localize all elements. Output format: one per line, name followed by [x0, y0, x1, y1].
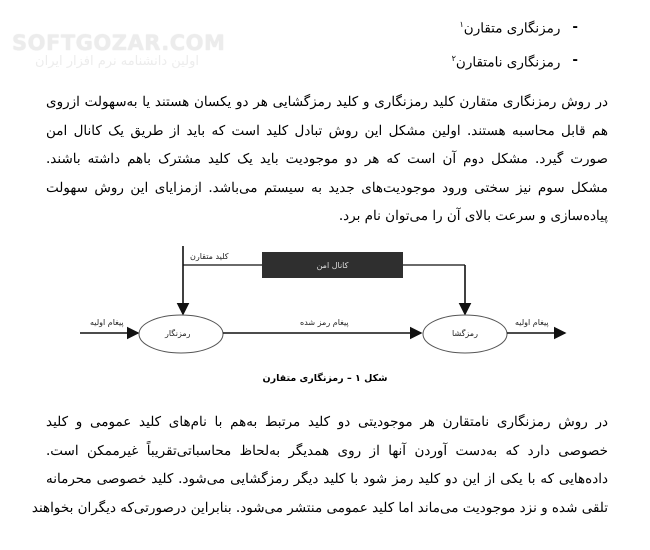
text-line: پیاده‌سازی و سرعت بالای آن را می‌توان نام برد. [338, 208, 608, 224]
plaintext-input-label: پیغام اولیه [90, 318, 124, 327]
decryptor-label: رمزگشا [452, 329, 478, 338]
text-line: در روش رمزنگاری متقارن کلید رمزنگاری و کلید رمزگشایی هر دو یکسان هستند یا به‌سهولت ازروی [46, 94, 608, 110]
bullet-dash: - [572, 18, 578, 35]
text-line: خصوصی دارد که به‌دست آوردن آنها از روی همدیگر به‌لحاظ محاسباتی‌تقریباً غیرممکن است. [46, 442, 608, 459]
text-line: در روش رمزنگاری نامتقارن هر موجودیتی دو کلید مرتبط به‌هم با نام‌های کلید عمومی و کلید [46, 414, 608, 430]
paragraph-asymmetric [31, 408, 608, 522]
text-line: تلقی شده و نزد موجودیت می‌ماند اما کلید عمومی منتشر می‌شود. بنابراین درصورتی‌که دیگران بخواهند [31, 499, 608, 516]
paragraph-symmetric [46, 88, 608, 231]
watermark-brand: SOFTGOZAR.COM [12, 31, 226, 55]
figure-caption: شکل ۱ – رمزنگاری متقارن [262, 373, 388, 384]
watermark-subtitle: اولین دانشنامه نرم افزار ایران [35, 54, 199, 69]
bullet-item-symmetric [452, 10, 578, 44]
plaintext-output-label: پیغام اولیه [515, 318, 549, 327]
bullet-text: رمزنگاری نامتقارن$^۲$ [451, 53, 561, 70]
text-line: هم قابل محاسبه هستند. اولین مشکل این روش تبادل کلید است که باید از طریق یک کانال امن [46, 122, 608, 139]
symmetric-key-label: کلید متقارن [190, 252, 229, 261]
bullet-dash: - [572, 52, 578, 69]
ciphertext-label: پیغام رمز شده [300, 318, 349, 327]
bullet-text: رمزنگاری متقارن$^۱$ [459, 20, 561, 37]
bullet-item-asymmetric [452, 44, 578, 78]
secure-channel-box [262, 252, 403, 278]
text-line: صورت گیرد. مشکل دوم آن است که هر دو موجودیت باید یک کلید مشترک باهم داشته باشند. [46, 151, 608, 167]
symmetric-encryption-diagram [60, 240, 580, 365]
text-line: مشکل سوم نیز سختی ورود موجودیت‌های جدید به سیستم می‌باشد. ازمزایای این روش سهولت [46, 179, 608, 196]
footnote-marker: ۱ [459, 20, 464, 29]
footnote-marker: ۲ [451, 53, 456, 63]
bullet-list [452, 10, 578, 77]
text-line: داده‌هایی که با یکی از این دو کلید رمز شود با کلید دیگر رمزگشایی می‌شود. کلید خصوصی محرمانه [46, 471, 608, 487]
encryptor-label: رمزنگار [165, 329, 191, 338]
watermark [12, 31, 226, 70]
secure-channel-label: کانال امن [316, 260, 349, 270]
